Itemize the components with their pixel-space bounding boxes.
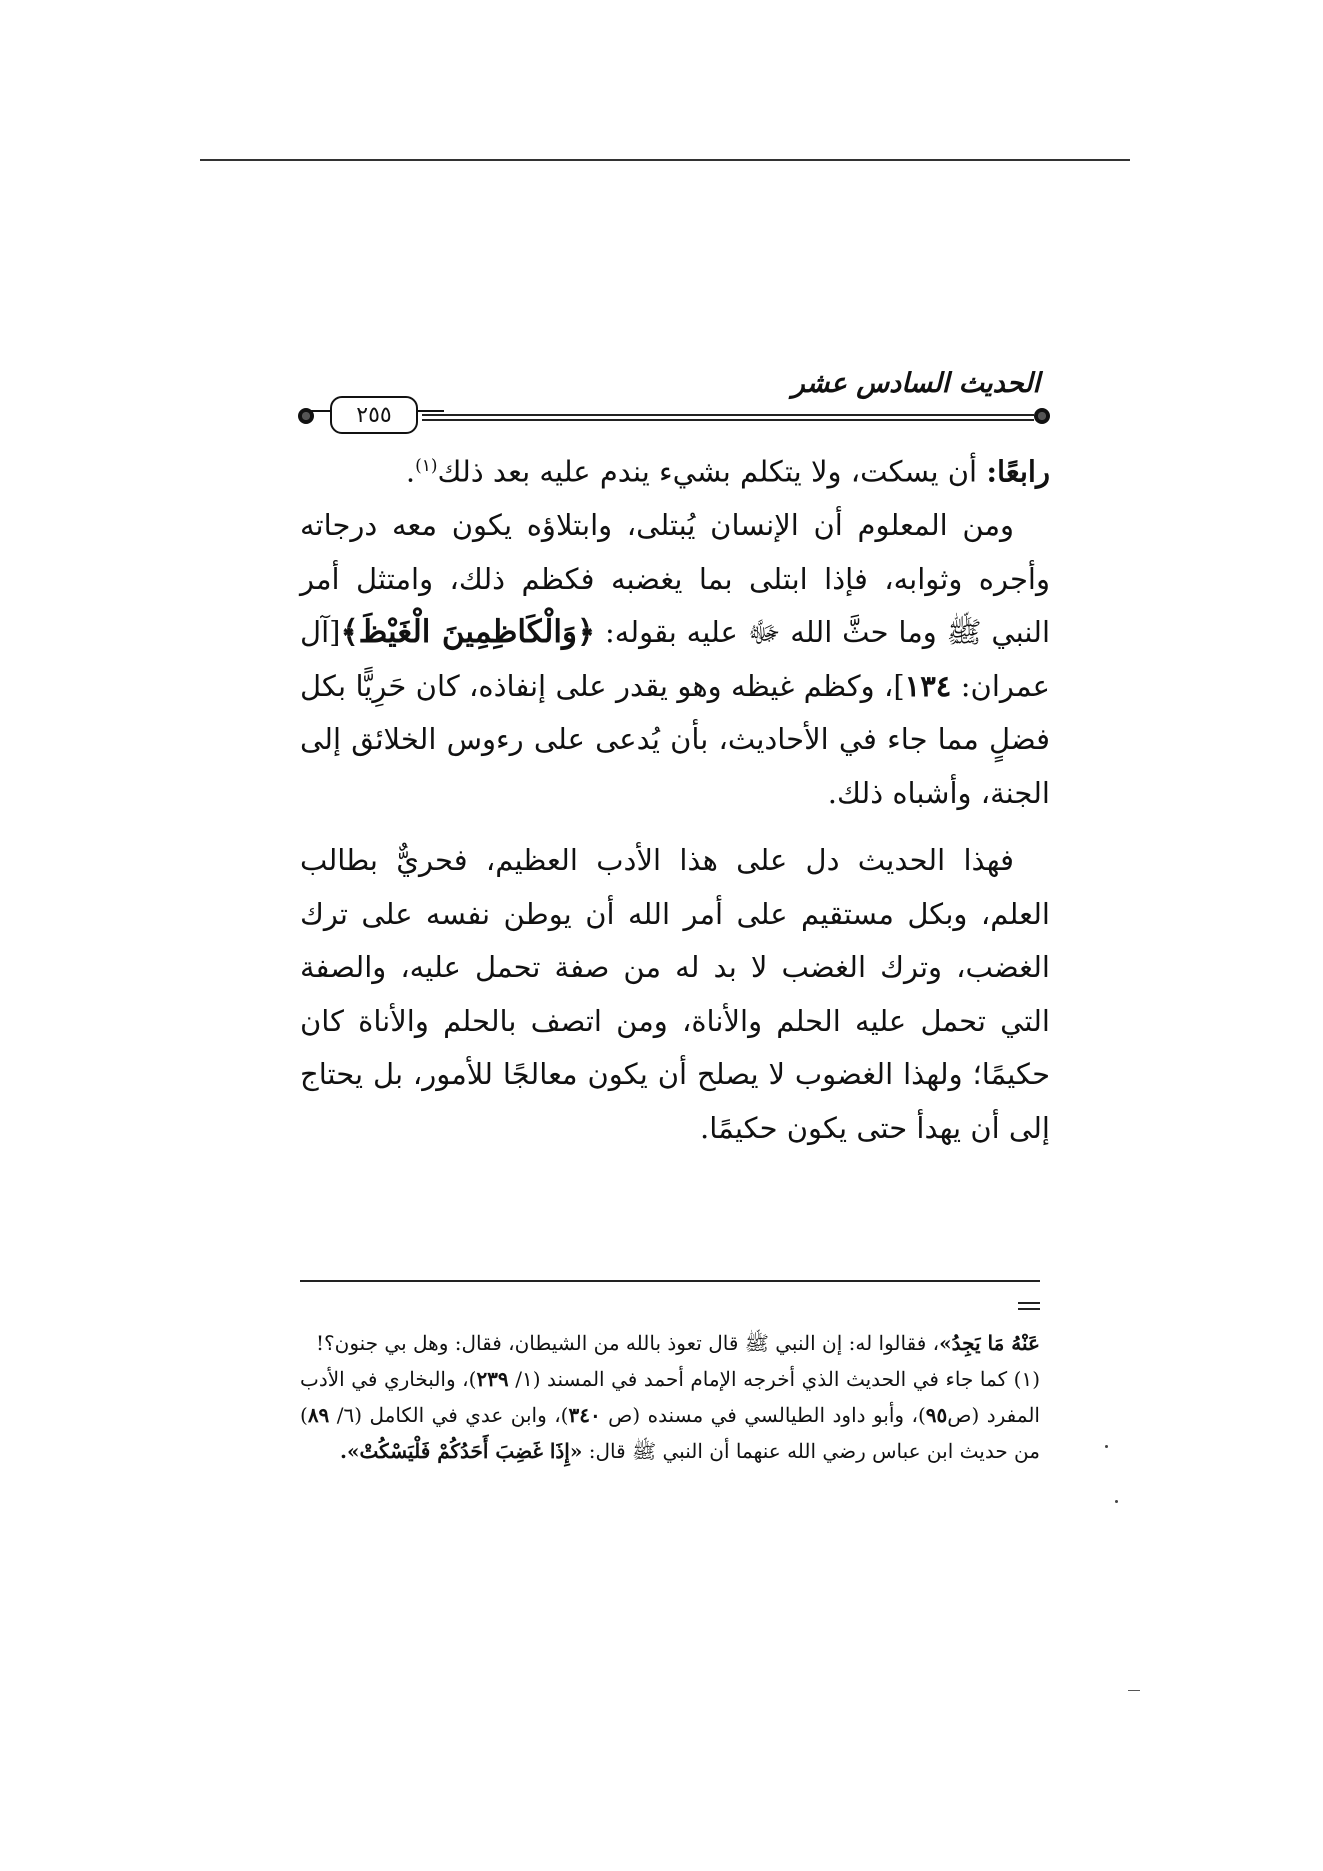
paragraph-conclusion: فهذا الحديث دل على هذا الأدب العظيم، فحريٌّ بطالب العلم، وبكل مستقيم على أمر الله أن يوطن نفسه على ترك الغضب، وترك الغضب لا بد له من صفة تحمل عليه، والصفة التي تحمل عليه الحلم والأناة، ومن اتصف بالحلم والأناة كان حكيمًا؛ ولهذا الغضوب لا يصلح أن يكون معالجًا للأمور، بل يحتاج إلى أن يهدأ حتى يكون حكيمًا. [300, 843, 1050, 1145]
footnote-number: ٢٣٩ [476, 1367, 509, 1391]
paragraph-lead: رابعًا: [986, 454, 1050, 489]
verse-reference: [آل عمران: [300, 615, 1050, 703]
footnote-text: ) من حديث ابن عباس رضي الله عنهما أن النبي ﷺ قال: [300, 1403, 1040, 1463]
scan-speck [1115, 1500, 1118, 1503]
footnote-number: ٩٥ [925, 1403, 948, 1427]
footnote-number: ٣٤٠ [568, 1403, 601, 1427]
footnote-marker: (١) [1013, 1367, 1040, 1391]
paragraph-text-part1: ومن المعلوم أن الإنسان يُبتلى، وابتلاؤه يكون معه درجاته وأجره وثوابه، فإذا ابتلى بما يغضبه فكظم ذلك، وامتثل أمر النبي ﷺ وما حثَّ الله ﷻ عليه بقوله: [300, 508, 1050, 650]
footnote-text: )، وأبو داود الطيالسي في مسنده (ص [600, 1403, 926, 1427]
main-text [300, 440, 1050, 1155]
chapter-title: الحديث السادس عشر [791, 368, 1040, 399]
footnote-reference: (١) [415, 456, 438, 476]
verse-number: ١٣٤ [904, 668, 952, 703]
scan-speck [1105, 1445, 1108, 1448]
page-header [292, 368, 1052, 438]
footnote-continuation-mark [1018, 1302, 1040, 1304]
footnote-1 [300, 1361, 1040, 1469]
footnote-text: )، وابن عدي في الكامل (٦/ [329, 1403, 569, 1427]
header-rule-lower [422, 419, 1034, 421]
page-number-frame [330, 396, 418, 434]
paragraph-end: . [405, 454, 416, 489]
paragraph-text: أن يسكت، ولا يتكلم بشيء يندم عليه بعد ذلك [437, 454, 987, 489]
paragraph-text-part2: ]، وكظم غيظه وهو يقدر على إنفاذه، كان حَرِيًّا بكل فضلٍ مما جاء في الأحاديث، بأن يُدعى على رءوس الخلائق إلى الجنة، وأشباه ذلك. [300, 668, 1050, 810]
footnote-continuation-lead: عَنْهُ مَا يَجِدُ» [939, 1331, 1040, 1355]
footnotes [300, 1325, 1040, 1469]
footnote-text: كما جاء في الحديث الذي أخرجه الإمام أحمد في المسند (١/ [508, 1367, 1014, 1391]
hadith-quote: «إِذَا غَضِبَ أَحَدُكُمْ فَلْيَسْكُتْ». [340, 1439, 583, 1463]
footnote-continuation [300, 1325, 1040, 1361]
top-rule [200, 159, 1130, 161]
paragraph-patience [300, 499, 1050, 820]
footnote-text: )، والبخاري في الأدب المفرد (ص [300, 1367, 1040, 1427]
footnote-separator [300, 1280, 1040, 1282]
page-number: ٢٥٥ [356, 402, 392, 428]
paragraph-fourth-point [300, 440, 1050, 499]
footnote-number: ٨٩ [307, 1403, 330, 1427]
footnote-continuation-text: ، فقالوا له: إن النبي ﷺ قال تعوذ بالله من الشيطان، فقال: وهل بي جنون؟! [315, 1331, 940, 1355]
ornament-right-icon [1034, 408, 1050, 424]
header-rule-upper [422, 414, 1034, 416]
quran-verse: ﴿وَالْكَاظِمِينَ الْغَيْظَ﴾ [340, 614, 596, 651]
scan-speck [1128, 1690, 1140, 1691]
